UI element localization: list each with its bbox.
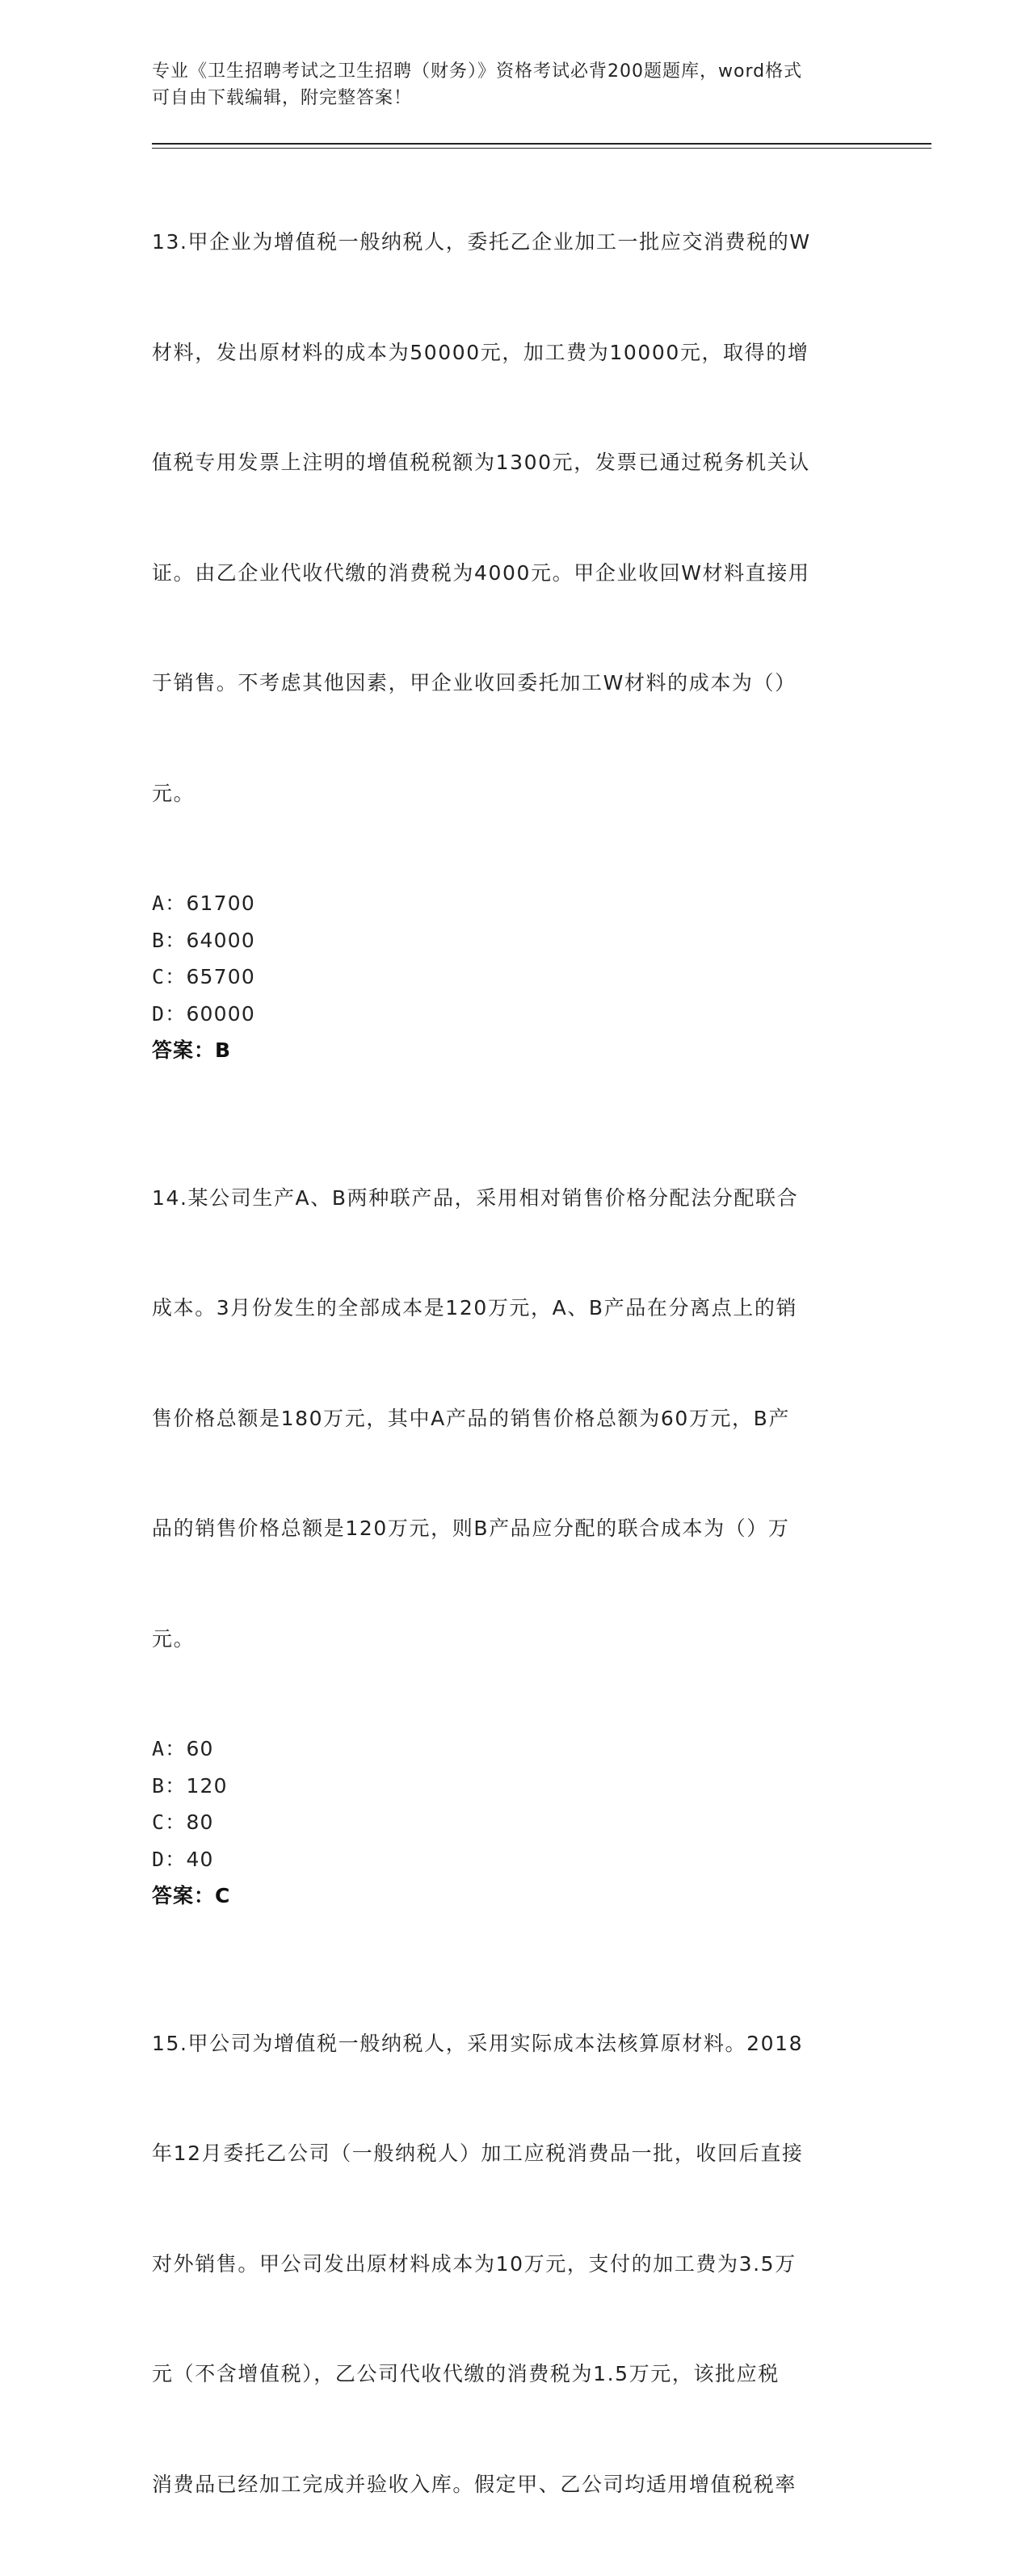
option-label: A：	[152, 1737, 186, 1760]
header-line-1: 专业《卫生招聘考试之卫生招聘（财务）》资格考试必背200题题库，word格式	[152, 58, 863, 85]
option-text: 60	[186, 1737, 213, 1760]
option-label: D：	[152, 1848, 186, 1871]
stem-line: 值税专用发票上注明的增值税税额为1300元，发票已通过税务机关认	[152, 444, 871, 481]
stem-line: 成本。3月份发生的全部成本是120万元，A、B产品在分离点上的销	[152, 1290, 871, 1327]
option-text: 65700	[186, 965, 255, 988]
stem-line: 对外销售。甲公司发出原材料成本为10万元，支付的加工费为3.5万	[152, 2246, 871, 2283]
stem-line: 元。	[152, 1621, 871, 1658]
document-header	[152, 58, 863, 111]
question-stem	[152, 1106, 871, 1731]
header-line-2: 可自由下载编辑，附完整答案！	[152, 85, 863, 111]
option-b	[152, 922, 871, 959]
option-d	[152, 996, 871, 1033]
stem-line: 售价格总额是180万元，其中A产品的销售价格总额为60万元，B产	[152, 1400, 871, 1437]
option-b	[152, 1768, 871, 1805]
question-13	[152, 150, 871, 1069]
question-stem	[152, 1952, 871, 2576]
answer-text: 答案：C	[152, 1877, 871, 1915]
header-divider-thin	[152, 148, 931, 149]
option-label: B：	[152, 1774, 186, 1798]
option-label: B：	[152, 929, 186, 952]
question-stem	[152, 150, 871, 885]
stem-line: 消费品已经加工完成并验收入库。假定甲、乙公司均适用增值税税率	[152, 2466, 871, 2503]
stem-line: 14.某公司生产A、B两种联产品，采用相对销售价格分配法分配联合	[152, 1180, 871, 1217]
stem-line: 元。	[152, 775, 871, 812]
option-text: 64000	[186, 929, 255, 952]
header-divider-thick	[152, 143, 931, 145]
option-a	[152, 885, 871, 922]
question-spacer	[152, 1915, 871, 1952]
option-label: C：	[152, 965, 186, 988]
question-spacer	[152, 1069, 871, 1106]
option-label: A：	[152, 892, 186, 915]
option-label: C：	[152, 1810, 186, 1834]
option-text: 60000	[186, 1002, 255, 1026]
option-text: 120	[186, 1774, 227, 1798]
option-c	[152, 1804, 871, 1841]
stem-line: 13.甲企业为增值税一般纳税人，委托乙企业加工一批应交消费税的W	[152, 224, 871, 261]
stem-line: 材料，发出原材料的成本为50000元，加工费为10000元，取得的增	[152, 334, 871, 371]
option-d	[152, 1841, 871, 1878]
stem-line: 15.甲公司为增值税一般纳税人，采用实际成本法核算原材料。2018	[152, 2025, 871, 2062]
option-text: 61700	[186, 892, 255, 915]
stem-line: 品的销售价格总额是120万元，则B产品应分配的联合成本为（）万	[152, 1510, 871, 1547]
option-text: 80	[186, 1810, 213, 1834]
option-a	[152, 1731, 871, 1768]
option-list	[152, 1731, 871, 1877]
stem-line: 证。由乙企业代收代缴的消费税为4000元。甲企业收回W材料直接用	[152, 555, 871, 592]
option-list	[152, 885, 871, 1032]
stem-line: 年12月委托乙公司（一般纳税人）加工应税消费品一批，收回后直接	[152, 2135, 871, 2172]
stem-line: 于销售。不考虑其他因素，甲企业收回委托加工W材料的成本为（）	[152, 665, 871, 702]
question-15	[152, 1952, 871, 2576]
answer-text: 答案：B	[152, 1032, 871, 1069]
question-list	[152, 150, 871, 2576]
option-c	[152, 959, 871, 996]
question-14	[152, 1106, 871, 1915]
option-text: 40	[186, 1848, 213, 1871]
option-label: D：	[152, 1002, 186, 1026]
stem-line: 元（不含增值税），乙公司代收代缴的消费税为1.5万元，该批应税	[152, 2356, 871, 2393]
